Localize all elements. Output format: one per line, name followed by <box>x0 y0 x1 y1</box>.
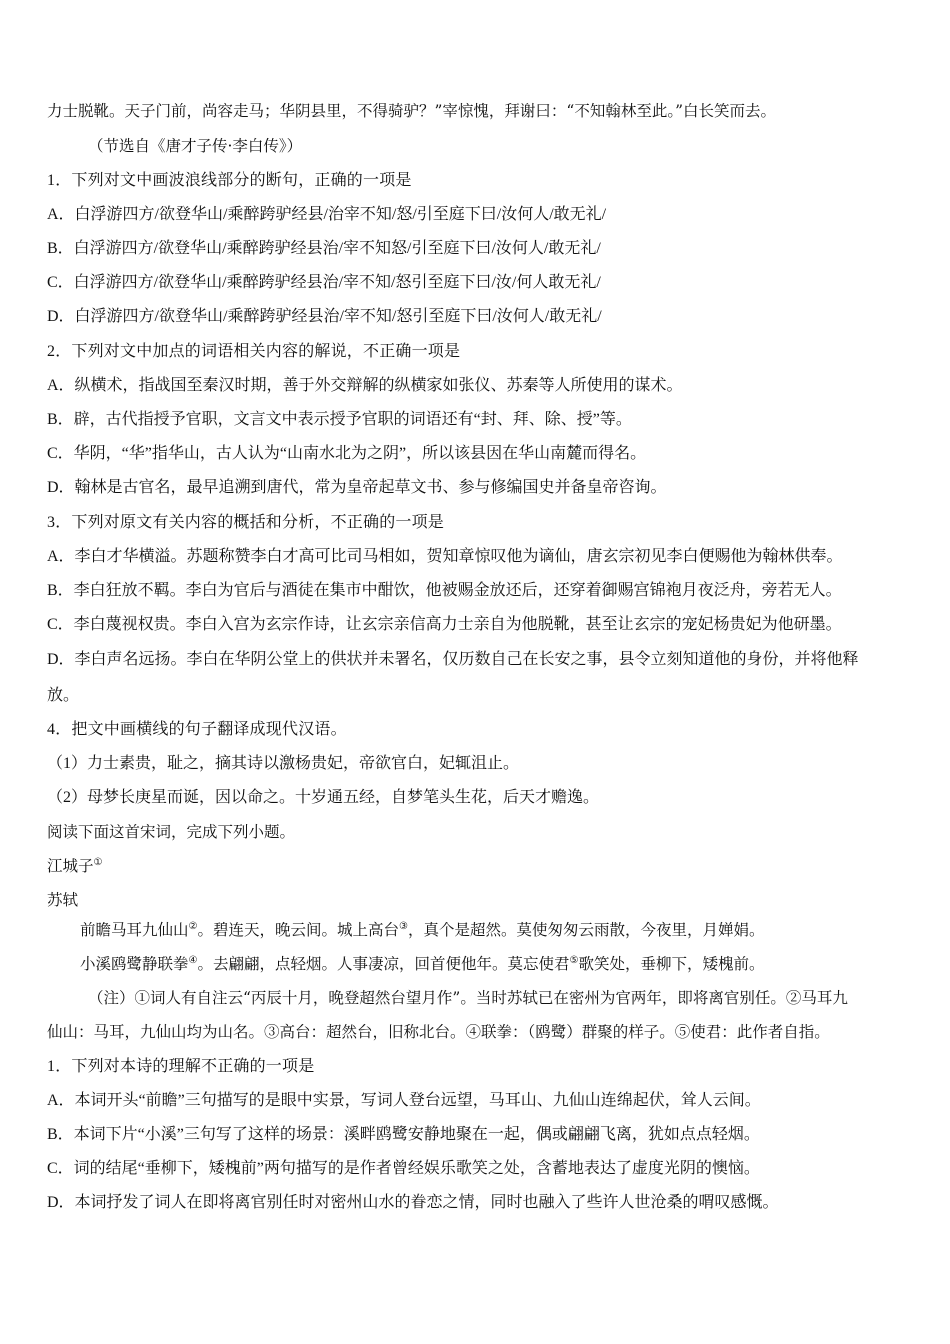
poem-author: 苏轼 <box>47 891 79 909</box>
question-2-option-a: A．纵横术，指战国至秦汉时期，善于外交辩解的纵横家如张仪、苏秦等人所使用的谋术。 <box>47 377 683 394</box>
poem-line-1-note-2: ② <box>188 920 198 932</box>
poem-question-1-option-d: D．本词抒发了词人在即将离官别任时对密州山水的眷恋之情，同时也融入了些许人世沧桑的喟叹感慨。 <box>47 1194 779 1211</box>
poem-question-1-option-c: C．词的结尾“垂柳下，矮槐前”两句描写的是作者曾经娱乐歌笑之处，含蓄地表达了虚度光阴的懊恼。 <box>47 1160 760 1177</box>
poem-line-1-note-3: ③ <box>399 920 408 932</box>
question-3-option-a: A．李白才华横溢。苏题称赞李白才高可比司马相如，贺知章惊叹他为谪仙，唐玄宗初见李白便赐他为翰林供奉。 <box>47 548 843 565</box>
poem-line-2-part-2: 。去翩翩，点轻烟。人事凄凉，回首便他年。莫忘使君 <box>197 955 570 973</box>
poem-question-1-option-b: B．本词下片“小溪”三句写了这样的场景：溪畔鸥鹭安静地聚在一起，偶或翩翩飞离，犹如点点轻烟。 <box>47 1126 760 1143</box>
question-2-option-c: C．华阴，“华”指华山，古人认为“山南水北为之阴”，所以该县因在华山南麓而得名。 <box>47 445 647 462</box>
poem-line-1-part-3: ，真个是超然。莫使匆匆云雨散，今夜里，月婵娟。 <box>407 921 765 939</box>
question-2-option-d: D．翰林是古官名，最早追溯到唐代，常为皇帝起草文书、参与修编国史并备皇帝咨询。 <box>47 479 667 496</box>
poem-title-text: 江城子 <box>47 857 94 875</box>
poem-line-1-part-2: 。碧连天，晚云间。城上高台 <box>197 921 399 939</box>
poem-line-2-part-3: 歌笑处，垂柳下，矮槐前。 <box>578 955 765 973</box>
question-3-option-d: D．李白声名远扬。李白在华阴公堂上的供状并未署名，仅历数自己在长安之事，县令立刻知道他的身份，并将他释 <box>47 651 859 668</box>
question-3-option-d-continuation: 放。 <box>47 687 80 704</box>
question-4-item-1: （1）力士素贵，耻之，摘其诗以激杨贵妃，帝欲官白，妃辄沮止。 <box>47 755 520 772</box>
question-1-stem: 1．下列对文中画波浪线部分的断句，正确的一项是 <box>47 172 412 189</box>
question-3-option-b: B．李白狂放不羁。李白为官后与酒徒在集市中酣饮，他被赐金放还后，还穿着御赐宫锦袍月夜泛舟，旁若无人。 <box>47 582 842 599</box>
poem-line-1-part-1: 前瞻马耳九仙山 <box>80 921 189 939</box>
poem-line-1 <box>80 920 910 940</box>
question-3-option-c: C．李白蔑视权贵。李白入宫为玄宗作诗，让玄宗亲信高力士亲自为他脱靴，甚至让玄宗的宠妃杨贵妃为他研墨。 <box>47 616 842 633</box>
passage-source: （节选自《唐才子传·李白传》） <box>88 137 303 155</box>
passage-tail-line: 力士脱靴。天子门前，尚容走马；华阴县里，不得骑驴？”宰惊愧，拜谢曰：“不知翰林至此。”白长笑而去。 <box>47 102 777 120</box>
question-1-option-d: D．白浮游四方/欲登华山/乘醉跨驴经县治/宰不知/怒引至庭下曰/汝何人/敢无礼/ <box>47 308 602 325</box>
question-1-option-b: B．白浮游四方/欲登华山/乘醉跨驴经县治/宰不知怒/引至庭下曰/汝何人/敢无礼/ <box>47 240 601 257</box>
poem-title <box>47 856 910 876</box>
question-3-stem: 3．下列对原文有关内容的概括和分析，不正确的一项是 <box>47 514 445 531</box>
question-1-option-a: A．白浮游四方/欲登华山/乘醉跨驴经县/治宰不知/怒/引至庭下曰/汝何人/敢无礼/ <box>47 206 607 223</box>
reading-instruction: 阅读下面这首宋词，完成下列小题。 <box>47 823 296 841</box>
poem-notes-line-2: 仙山：马耳，九仙山均为山名。③高台：超然台，旧称北台。④联拳：（鸥鹭）群聚的样子。⑤使君：此作者自指。 <box>47 1023 830 1041</box>
question-2-option-b: B．辟，古代指授予官职，文言文中表示授予官职的词语还有“封、拜、除、授”等。 <box>47 411 632 428</box>
question-2-stem: 2．下列对文中加点的词语相关内容的解说，不正确一项是 <box>47 343 461 360</box>
poem-line-2 <box>80 954 910 974</box>
poem-line-2-note-5: ⑤ <box>569 954 579 966</box>
question-4-item-2: （2）母梦长庚星而诞，因以命之。十岁通五经，自梦笔头生花，后天才赡逸。 <box>47 789 600 806</box>
question-4-stem: 4．把文中画横线的句子翻译成现代汉语。 <box>47 721 347 738</box>
poem-question-1-option-a: A．本词开头“前瞻”三句描写的是眼中实景，写词人登台远望，马耳山、九仙山连绵起伏，耸人云间。 <box>47 1092 761 1109</box>
poem-line-2-note-4: ④ <box>188 954 198 966</box>
question-1-option-c: C．白浮游四方/欲登华山/乘醉跨驴经县治/宰不知/怒引至庭下曰/汝/何人敢无礼/ <box>47 274 601 291</box>
poem-question-1-stem: 1．下列对本诗的理解不正确的一项是 <box>47 1058 315 1075</box>
poem-notes-line-1: （注）①词人有自注云“丙辰十月，晚登超然台望月作”。当时苏轼已在密州为官两年，即将离官别任。②马耳九 <box>88 989 848 1007</box>
poem-title-note-marker: ① <box>93 856 103 868</box>
poem-line-2-part-1: 小溪鸥鹭静联拳 <box>80 955 189 973</box>
